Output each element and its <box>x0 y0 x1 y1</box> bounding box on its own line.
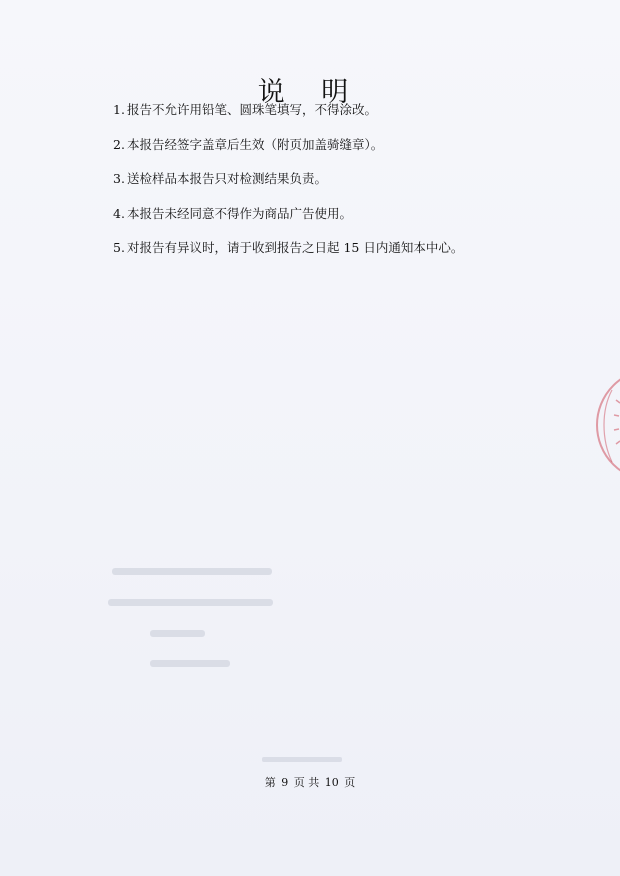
note-text: 本报告未经同意不得作为商品广告使用。 <box>127 205 353 221</box>
note-number: 4. <box>113 205 125 221</box>
footer-total-pages: 10 <box>324 776 339 789</box>
note-text: 本报告经签字盖章后生效（附页加盖骑缝章）。 <box>127 136 384 152</box>
footer-prefix: 第 <box>264 776 276 789</box>
footer-page-number: 9 <box>281 776 289 789</box>
note-text: 送检样品本报告只对检测结果负责。 <box>127 171 328 186</box>
seal-stamp <box>596 368 620 482</box>
page-title: 说 明 <box>257 77 363 108</box>
note-text: 报告不允许用铅笔、圆珠笔填写，不得涂改。 <box>127 102 378 117</box>
footer-middle: 页 共 <box>293 776 320 789</box>
note-text: 对报告有异议时，请于收到报告之日起 15 日内通知本中心。 <box>127 240 464 255</box>
note-number: 3. <box>113 171 125 186</box>
footer-suffix: 页 <box>344 776 356 789</box>
page-footer <box>0 774 620 790</box>
note-number: 5. <box>113 240 125 255</box>
note-number: 1. <box>113 102 125 117</box>
note-number: 2. <box>113 136 125 152</box>
